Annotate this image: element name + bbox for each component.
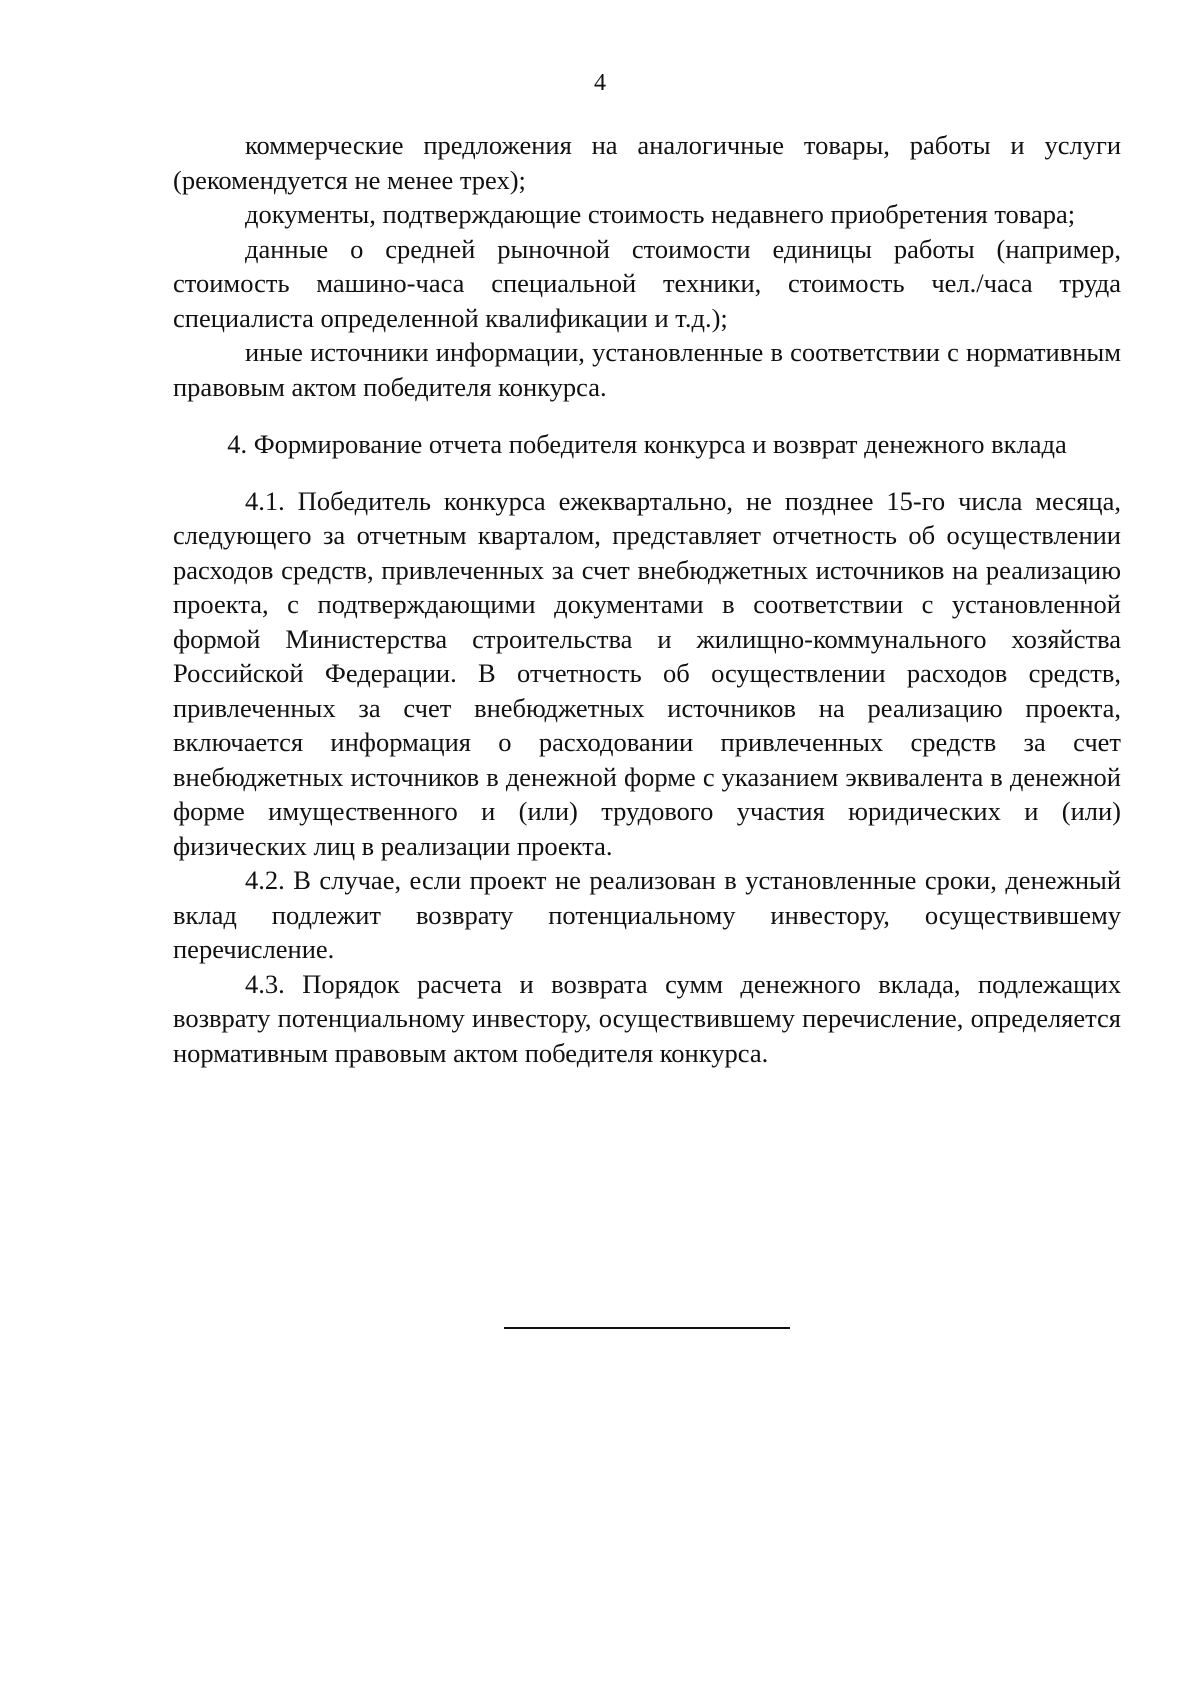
section-heading: 4. Формирование отчета победителя конкурса и возврат денежного вклада (227, 429, 1067, 459)
paragraph-4-1: 4.1. Победитель конкурса ежеквартально, не позднее 15-го числа месяца, следующего за отчетным кварталом, представляет отчетность об осуществлении расходов средств, привлеченных за счет внебюджетных источников на реализацию проекта, с подтверждающими документами в соответствии с установленной формой Министерства строительства и жилищно-коммунального хозяйства Российской Федерации. В отчетность об осуществлении расходов средств, привлеченных за счет внебюджетных источников на реализацию проекта, включается информация о расходовании привлеченных средств за счет внебюджетных источников в денежной форме с указанием эквивалента в денежной форме имущественного и (или) трудового участия юридических и (или) физических лиц в реализации проекта. (173, 485, 1121, 861)
page-number: 4 (594, 70, 606, 96)
paragraph-other-sources: иные источники информации, установленные в соответствии с нормативным правовым актом победителя конкурса. (173, 337, 1121, 402)
paragraph-purchase-documents: документы, подтверждающие стоимость недавнего приобретения товара; (245, 199, 1076, 229)
paragraph-4-3: 4.3. Порядок расчета и возврата сумм денежного вклада, подлежащих возврату потенциальному инвестору, осуществившему перечисление, определяется нормативным правовым актом победителя конкурса. (173, 968, 1121, 1068)
paragraph-market-price-data: данные о средней рыночной стоимости единицы работы (например, стоимость машино-часа специальной техники, стоимость чел./часа труда специалиста определенной квалификации и т.д.); (173, 233, 1121, 333)
paragraph-4-2: 4.2. В случае, если проект не реализован в установленные сроки, денежный вклад подлежит возврату потенциальному инвестору, осуществившему перечисление. (173, 865, 1121, 964)
end-separator-line (504, 1327, 790, 1329)
paragraph-commercial-offers: коммерческие предложения на аналогичные товары, работы и услуги (рекомендуется не менее трех); (173, 130, 1121, 195)
document-body (173, 128, 1121, 1070)
